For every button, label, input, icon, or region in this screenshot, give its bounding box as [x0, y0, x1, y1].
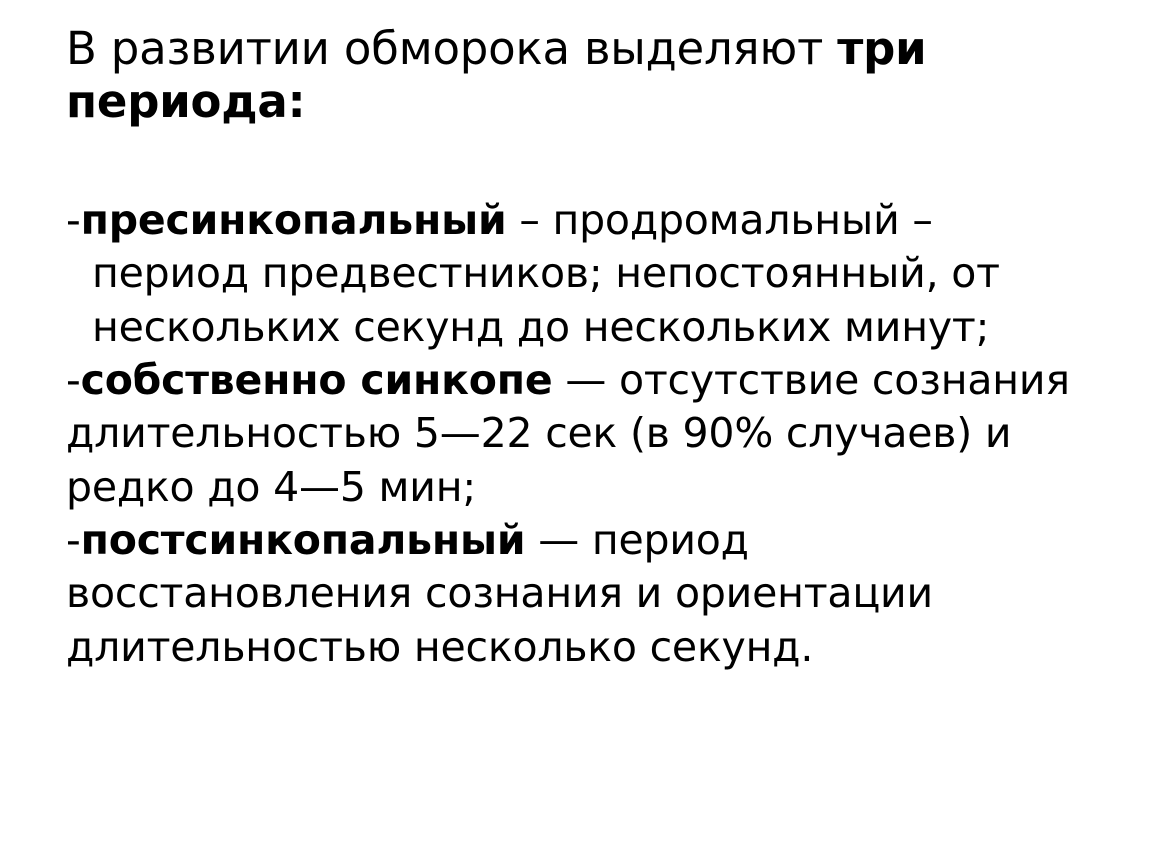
- page-title-bold-part: три периода:: [66, 22, 927, 129]
- bullet-text: — отсутствие сознания длительностью 5—22 сек (в 90% случаев) и редко до 4—5 мин;: [66, 356, 1070, 511]
- bullet-text: — период восстановления сознания и ориентации длительностью несколько секунд.: [66, 515, 933, 671]
- bullet-term: пресинкопальный: [80, 196, 507, 245]
- bullet-text: – продромальный – период предвестников; непостоянный, от нескольких секунд до нескольких минут;: [92, 196, 1000, 351]
- bullet-term: постсинкопальный: [80, 515, 526, 564]
- bullet-list: [66, 194, 1090, 674]
- bullet-dash: -: [66, 196, 81, 245]
- list-item: [66, 354, 1090, 514]
- page-title: [66, 22, 1090, 128]
- bullet-dash: -: [66, 356, 81, 405]
- list-item: [66, 514, 1090, 674]
- page-title-normal-part: В развитии обморока выделяют: [66, 22, 838, 75]
- bullet-dash: -: [66, 515, 81, 564]
- list-item: [66, 194, 1090, 354]
- bullet-term: собственно синкопе: [80, 356, 553, 405]
